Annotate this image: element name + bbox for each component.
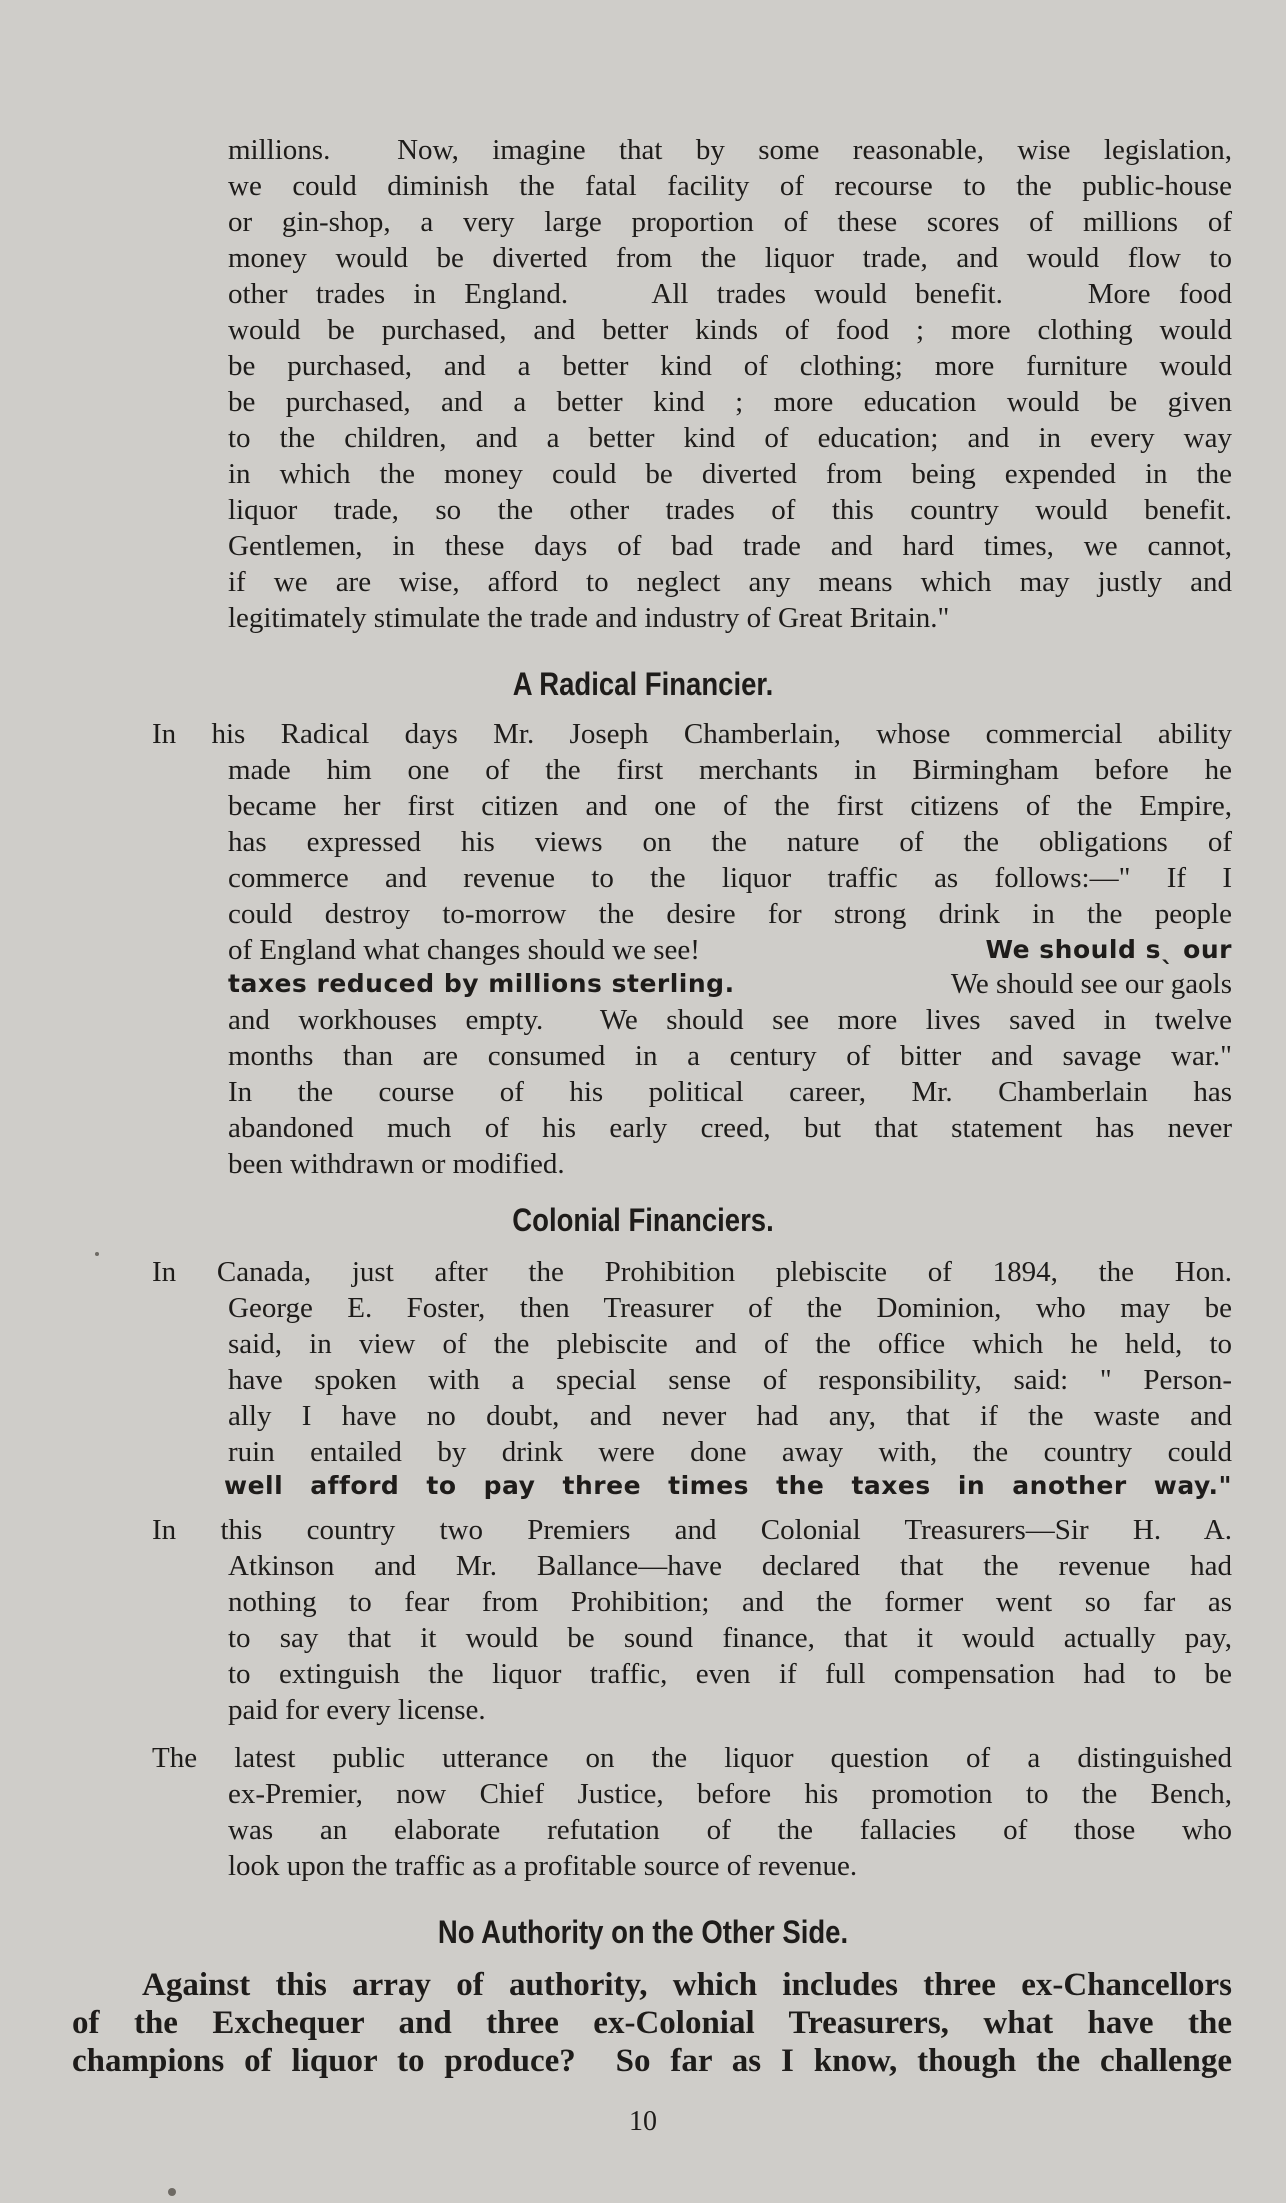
text-line: Atkinson and Mr. Ballance—have declared that the revenue had <box>228 1550 1232 1582</box>
text-line: millions. Now, imagine that by some reasonable, wise legislation, <box>228 134 1232 166</box>
section-heading: Colonial Financiers. <box>512 1202 774 1238</box>
text-line: ruin entailed by drink were done away with, the country could <box>228 1436 1232 1468</box>
emphasis-text: taxes reduced by millions sterling. <box>228 969 735 998</box>
text-line: commerce and revenue to the liquor traffic as follows:—" If I <box>228 862 1232 894</box>
text-line: have spoken with a special sense of responsibility, said: " Person- <box>228 1364 1232 1396</box>
text-line: abandoned much of his early creed, but that statement has never <box>228 1112 1232 1144</box>
text-line: we could diminish the fatal facility of recourse to the public-house <box>228 170 1232 202</box>
text-line: of England what changes should we see! <box>228 934 700 966</box>
text-line: legitimately stimulate the trade and industry of Great Britain." <box>228 602 950 634</box>
emphasis-text: We should sˎ our <box>985 935 1232 964</box>
text-line: to the children, and a better kind of education; and in every way <box>228 422 1232 454</box>
text-line: Gentlemen, in these days of bad trade and hard times, we cannot, <box>228 530 1232 562</box>
text-line: be purchased, and a better kind ; more education would be given <box>228 386 1232 418</box>
text-line: In this country two Premiers and Colonial Treasurers—Sir H. A. <box>152 1514 1232 1546</box>
text-line: would be purchased, and better kinds of food ; more clothing would <box>228 314 1232 346</box>
text-line: paid for every license. <box>228 1694 486 1726</box>
text-line: months than are consumed in a century of bitter and savage war." <box>228 1040 1232 1072</box>
text-line: be purchased, and a better kind of clothing; more furniture would <box>228 350 1232 382</box>
text-line: of the Exchequer and three ex-Colonial Treasurers, what have the <box>72 2005 1232 2041</box>
text-line: if we are wise, afford to neglect any means which may justly and <box>228 566 1232 598</box>
text-line: In Canada, just after the Prohibition plebiscite of 1894, the Hon. <box>152 1256 1232 1288</box>
text-line: or gin-shop, a very large proportion of these scores of millions of <box>228 206 1232 238</box>
text-line: Against this array of authority, which includes three ex-Chancellors <box>142 1967 1232 2003</box>
text-line: and workhouses empty. We should see more lives saved in twelve <box>228 1004 1232 1036</box>
text-line: George E. Foster, then Treasurer of the Dominion, who may be <box>228 1292 1232 1324</box>
ink-speck <box>95 1252 99 1256</box>
text-line: could destroy to-morrow the desire for strong drink in the people <box>228 898 1232 930</box>
page-number: 10 <box>629 2106 657 2137</box>
text-line: said, in view of the plebiscite and of the office which he held, to <box>228 1328 1232 1360</box>
text-line: in which the money could be diverted from being expended in the <box>228 458 1232 490</box>
section-heading: A Radical Financier. <box>512 666 774 702</box>
text-line: other trades in England. All trades would benefit. More food <box>228 278 1232 310</box>
text-line: ally I have no doubt, and never had any, that if the waste and <box>228 1400 1232 1432</box>
text-line: made him one of the first merchants in Birmingham before he <box>228 754 1232 786</box>
emphasis-text: well afford to pay three times the taxes in another way." <box>224 1471 1232 1500</box>
text-line: been withdrawn or modified. <box>228 1148 565 1180</box>
section-heading: No Authority on the Other Side. <box>437 1914 849 1950</box>
text-line: champions of liquor to produce? So far as I know, though the challenge <box>72 2043 1232 2079</box>
text-line: In the course of his political career, Mr. Chamberlain has <box>228 1076 1232 1108</box>
ink-speck <box>168 2188 176 2196</box>
text-line: has expressed his views on the nature of the obligations of <box>228 826 1232 858</box>
text-line: became her first citizen and one of the first citizens of the Empire, <box>228 790 1232 822</box>
text-line: money would be diverted from the liquor trade, and would flow to <box>228 242 1232 274</box>
text-line: to extinguish the liquor traffic, even if full compensation had to be <box>228 1658 1232 1690</box>
text-line: The latest public utterance on the liquor question of a distinguished <box>152 1742 1232 1774</box>
text-line: look upon the traffic as a profitable source of revenue. <box>228 1850 858 1882</box>
text-line: to say that it would be sound finance, that it would actually pay, <box>228 1622 1232 1654</box>
text-line: was an elaborate refutation of the fallacies of those who <box>228 1814 1232 1846</box>
text-line: ex-Premier, now Chief Justice, before his promotion to the Bench, <box>228 1778 1232 1810</box>
text-line: In his Radical days Mr. Joseph Chamberlain, whose commercial ability <box>152 718 1232 750</box>
text-line: We should see our gaols <box>950 968 1232 1000</box>
text-line: nothing to fear from Prohibition; and the former went so far as <box>228 1586 1232 1618</box>
text-line: liquor trade, so the other trades of this country would benefit. <box>228 494 1232 526</box>
